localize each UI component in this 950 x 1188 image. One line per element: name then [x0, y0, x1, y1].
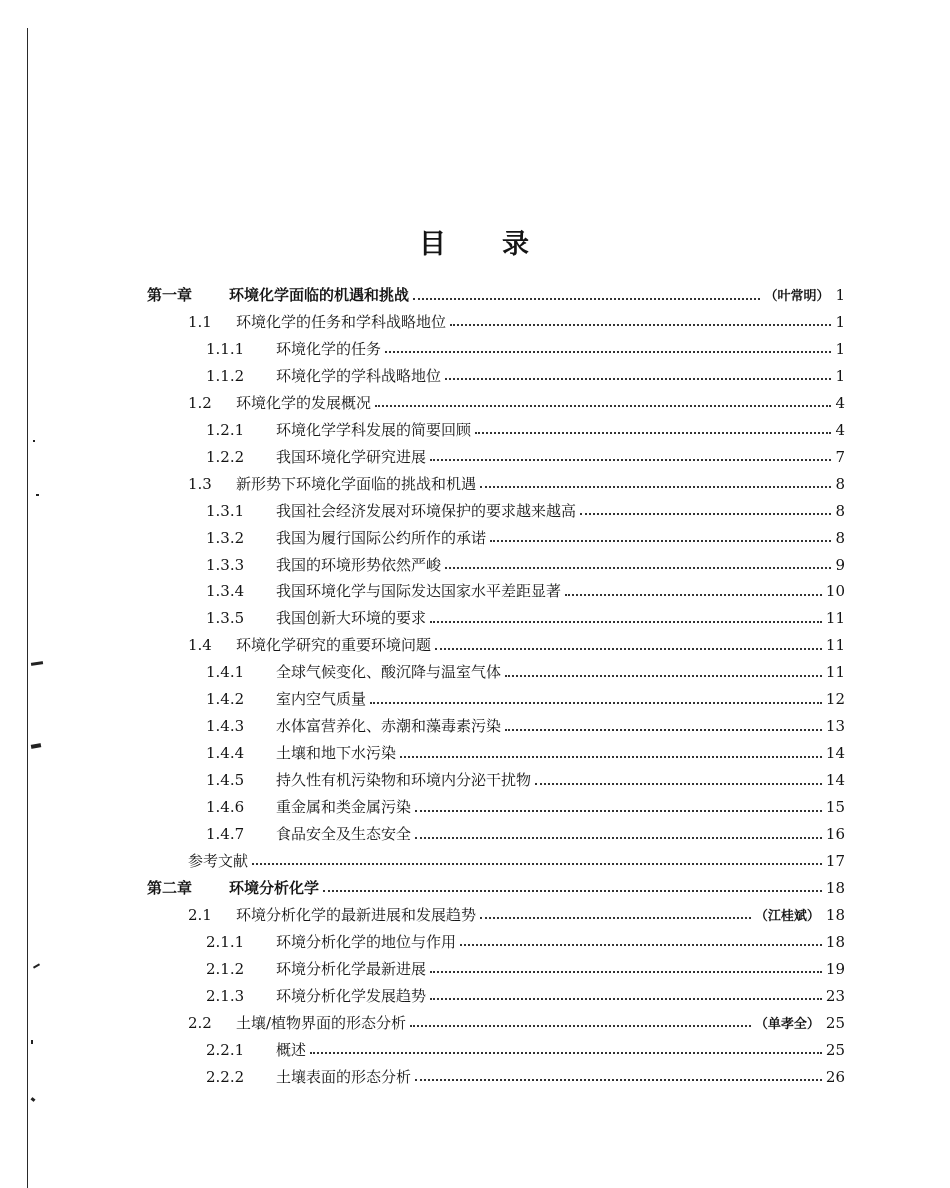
toc-entry[interactable]: [206, 578, 845, 604]
toc-entry-page-number: 8: [835, 474, 845, 493]
title-char-2: 录: [502, 229, 531, 260]
toc-entry-title: 环境化学面临的机遇和挑战: [229, 286, 410, 304]
toc-entry[interactable]: [188, 309, 845, 335]
toc-entry-number: 2.2.2: [206, 1067, 245, 1086]
toc-entry[interactable]: [206, 1037, 845, 1063]
toc-leader-dots: [565, 593, 822, 596]
toc-entry-number: 1.4: [188, 636, 212, 655]
toc-leader-dots: [413, 297, 760, 300]
toc-entry[interactable]: [206, 336, 845, 362]
toc-entry[interactable]: [206, 794, 845, 820]
toc-entry-author: （叶常明）: [764, 289, 830, 304]
toc-entry[interactable]: [206, 713, 845, 739]
toc-leader-dots: [475, 431, 831, 434]
toc-entry[interactable]: [206, 956, 845, 982]
toc-leader-dots: [323, 889, 822, 892]
toc-entry[interactable]: [206, 417, 845, 443]
toc-entry-page-number: 4: [835, 393, 845, 412]
toc-entry-title: 环境分析化学的最新进展和发展趋势: [236, 905, 477, 924]
toc-entry-title: 我国的环境形势依然严峻: [276, 555, 442, 574]
toc-leader-dots: [445, 566, 831, 569]
toc-entry-page-number: 1: [835, 312, 845, 331]
toc-entry-author: （江桂斌）: [754, 908, 820, 924]
toc-leader-dots: [415, 1078, 822, 1081]
toc-leader-dots: [385, 350, 831, 353]
toc-entry-author: （单孝全）: [754, 1016, 820, 1032]
toc-entry-title: 持久性有机污染物和环境内分泌干扰物: [276, 771, 532, 790]
toc-entry-page-number: 12: [825, 690, 845, 709]
toc-entry-title: 环境化学的发展概况: [236, 393, 372, 412]
toc-entry-page-number: 1: [835, 339, 845, 358]
toc-entry-title: 环境化学学科发展的简要回顾: [276, 420, 472, 439]
toc-entry-number: 1.2: [188, 393, 212, 412]
toc-entry-number: 1.3.1: [206, 501, 245, 520]
toc-entry-page-number: 18: [825, 905, 845, 924]
toc-entry-title: 土壤和地下水污染: [276, 744, 397, 763]
toc-entry-number: 1.2.2: [206, 447, 245, 466]
toc-leader-dots: [430, 620, 822, 623]
toc-entry-number: 1.4.4: [206, 744, 245, 763]
toc-entry-number: 2.2: [188, 1013, 212, 1032]
toc-entry-title: 环境分析化学的地位与作用: [276, 932, 457, 951]
toc-entry-title: 环境化学的任务: [276, 339, 382, 358]
toc-entry-number: 2.1.1: [206, 932, 245, 951]
toc-entry-page-number: 23: [825, 986, 845, 1005]
toc-entry-title: 全球气候变化、酸沉降与温室气体: [276, 663, 502, 682]
toc-leader-dots: [310, 1051, 822, 1054]
toc-entry-title: 环境分析化学: [229, 878, 320, 897]
toc-entry-number: 1.4.6: [206, 798, 245, 817]
scan-mark: [33, 440, 35, 442]
toc-entry-page-number: 11: [825, 663, 845, 682]
toc-entry-title: 概述: [276, 1040, 307, 1059]
toc-entry-number: 第二章: [147, 878, 193, 897]
toc-leader-dots: [535, 782, 822, 785]
toc-leader-dots: [375, 404, 831, 407]
toc-entry-page-number: 18: [825, 932, 845, 951]
toc-leader-dots: [430, 970, 822, 973]
toc-entry-number: 1.4.5: [206, 771, 245, 790]
toc-entry[interactable]: [188, 902, 845, 928]
toc-entry-number: 1.3.5: [206, 609, 245, 628]
toc-entry-title: 环境化学的学科战略地位: [276, 366, 442, 385]
toc-entry-page-number: 16: [825, 825, 845, 843]
toc-entry[interactable]: [206, 686, 845, 712]
toc-entry-number: 1.3: [188, 474, 212, 493]
toc-leader-dots: [415, 809, 822, 812]
toc-entry-page-number: 7: [835, 447, 845, 466]
toc-entry[interactable]: [206, 444, 845, 470]
toc-entry-title: 我国为履行国际公约所作的承诺: [276, 528, 487, 547]
toc-leader-dots: [410, 1024, 751, 1027]
toc-entry[interactable]: [206, 1064, 845, 1090]
toc-entry-page-number: 9: [835, 555, 845, 574]
toc-entry[interactable]: [188, 390, 845, 416]
toc-entry-number: 1.4.1: [206, 663, 245, 682]
toc-leader-dots: [505, 728, 822, 731]
toc-entry[interactable]: [206, 659, 845, 685]
toc-leader-dots: [580, 512, 831, 515]
toc-entry-number: 第一章: [147, 286, 193, 304]
toc-entry[interactable]: [188, 471, 845, 497]
toc-entry-page-number: 25: [825, 1013, 845, 1032]
toc-entry-page-number: 15: [825, 798, 845, 817]
scan-mark: [31, 661, 43, 666]
toc-reference-entry[interactable]: [188, 848, 845, 874]
toc-entry-number: 1.3.2: [206, 528, 245, 547]
toc-entry-title: 我国创新大环境的要求: [276, 609, 427, 628]
toc-entry-page-number: 14: [825, 771, 845, 790]
toc-leader-dots: [430, 997, 822, 1000]
toc-entry[interactable]: [206, 498, 845, 524]
toc-entry-title: 水体富营养化、赤潮和藻毒素污染: [276, 717, 502, 736]
toc-entry-number: 1.4.3: [206, 717, 245, 736]
toc-leader-dots: [400, 755, 822, 758]
toc-leader-dots: [460, 943, 822, 946]
toc-leader-dots: [480, 485, 831, 488]
toc-entry-page-number: 8: [835, 528, 845, 547]
toc-entry-title: 新形势下环境化学面临的挑战和机遇: [236, 474, 477, 493]
toc-entry[interactable]: [206, 605, 845, 631]
toc-entry-title: 土壤表面的形态分析: [276, 1067, 412, 1086]
toc-entry-page-number: 25: [825, 1040, 845, 1059]
toc-entry[interactable]: [206, 363, 845, 389]
toc-entry-number: 2.1.2: [206, 959, 245, 978]
toc-entry-number: 1.3.4: [206, 582, 245, 601]
toc-entry[interactable]: [188, 1010, 845, 1036]
toc-entry[interactable]: [206, 525, 845, 551]
toc-chapter-entry[interactable]: [147, 875, 845, 901]
toc-entry-title: 重金属和类金属污染: [276, 798, 412, 817]
toc-entry[interactable]: [206, 552, 845, 578]
scan-mark: [31, 1040, 33, 1044]
toc-entry-title: 室内空气质量: [276, 690, 367, 709]
toc-entry-title: 我国环境化学研究进展: [276, 447, 427, 466]
toc-entry-page-number: 19: [825, 959, 845, 978]
toc-leader-dots: [480, 916, 751, 919]
toc-leader-dots: [450, 323, 831, 326]
scan-mark: [33, 963, 40, 968]
toc-entry-page-number: 1: [835, 366, 845, 385]
toc-entry-number: 1.1.2: [206, 366, 245, 385]
toc-entry-number: 1.3.3: [206, 555, 245, 574]
toc-leader-dots: [430, 458, 831, 461]
toc-entry-number: 1.1.1: [206, 339, 245, 358]
toc-entry-page-number: 18: [825, 878, 845, 897]
toc-entry-title: 我国环境化学与国际发达国家水平差距显著: [276, 582, 562, 601]
title-char-1: 目: [419, 229, 448, 260]
toc-entry[interactable]: [206, 821, 845, 847]
toc-leader-dots: [505, 674, 822, 677]
toc-entry[interactable]: [206, 740, 845, 766]
toc-entry-page-number: 11: [825, 636, 845, 655]
scan-mark: [36, 494, 39, 496]
toc-entry[interactable]: [206, 929, 845, 955]
toc-entry-title: 食品安全及生态安全: [276, 825, 412, 843]
toc-leader-dots: [445, 377, 831, 380]
toc-entry-title: 土壤/植物界面的形态分析: [236, 1013, 407, 1032]
toc-leader-dots: [415, 836, 822, 839]
toc-entry-page-number: 13: [825, 717, 845, 736]
toc-entry-page-number: 14: [825, 744, 845, 763]
toc-entry-number: 2.1.3: [206, 986, 245, 1005]
scan-mark: [31, 1097, 36, 1102]
toc-entry-page-number: 11: [825, 609, 845, 628]
toc-entry-number: 2.2.1: [206, 1040, 245, 1059]
toc-entry-page-number: 10: [825, 582, 845, 601]
toc-entry-title: 参考文献: [188, 851, 249, 870]
toc-entry-page-number: 26: [825, 1067, 845, 1086]
binding-margin-line: [27, 28, 28, 1188]
toc-entry-number: 2.1: [188, 905, 212, 924]
toc-entry-number: 1.1: [188, 312, 212, 331]
toc-entry-number: 1.4.7: [206, 825, 245, 843]
toc-entry-title: 环境分析化学最新进展: [276, 959, 427, 978]
toc-leader-dots: [252, 862, 822, 865]
toc-entry-page-number: 4: [835, 420, 845, 439]
toc-entry-number: 1.2.1: [206, 420, 245, 439]
toc-entry-title: 环境化学研究的重要环境问题: [236, 636, 432, 655]
toc-entry-page-number: 1: [835, 286, 845, 304]
toc-entry-page-number: 17: [825, 851, 845, 870]
page-title: [0, 222, 950, 261]
toc-entry[interactable]: [206, 767, 845, 793]
toc-entry-title: 环境分析化学发展趋势: [276, 986, 427, 1005]
toc-entry-page-number: 8: [835, 501, 845, 520]
toc-entry[interactable]: [206, 983, 845, 1009]
scan-mark: [31, 743, 42, 749]
toc-chapter-entry[interactable]: [147, 282, 845, 308]
toc-leader-dots: [370, 701, 822, 704]
toc-leader-dots: [490, 539, 831, 542]
toc-entry[interactable]: [188, 632, 845, 658]
toc-entry-title: 我国社会经济发展对环境保护的要求越来越高: [276, 501, 577, 520]
toc-leader-dots: [435, 647, 822, 650]
toc-entry-number: 1.4.2: [206, 690, 245, 709]
toc-entry-title: 环境化学的任务和学科战略地位: [236, 312, 447, 331]
